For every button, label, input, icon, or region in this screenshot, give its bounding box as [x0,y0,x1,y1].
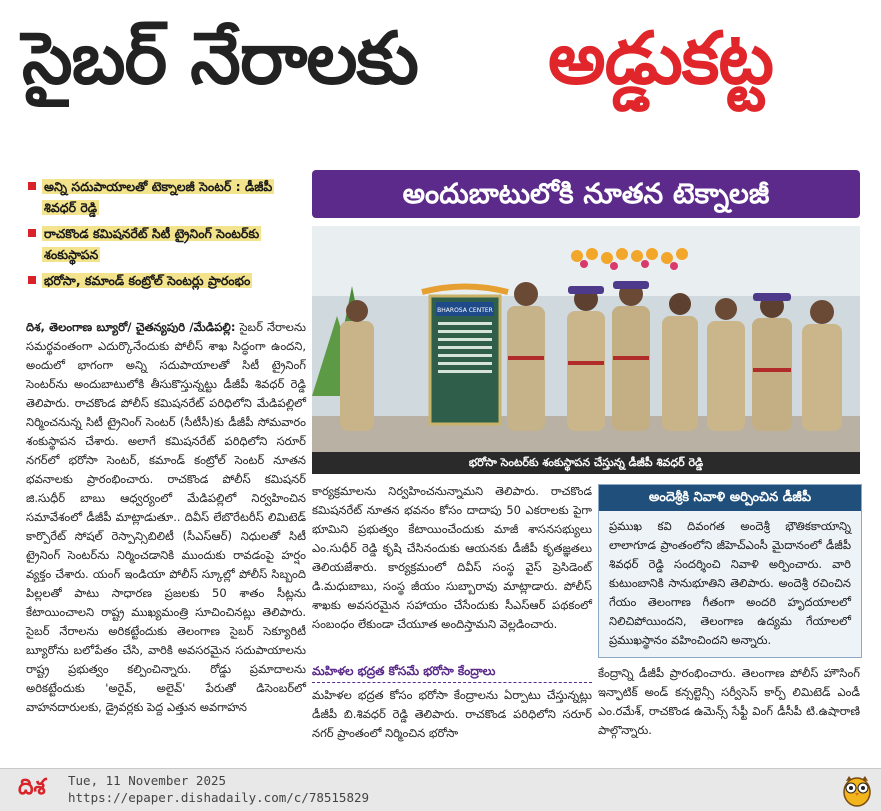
subhead-banner: అందుబాటులోకి నూతన టెక్నాలజీ [312,170,860,218]
sidebar-text: ప్రముఖ కవి దివంగత అందెశ్రీ భౌతికకాయాన్ని లాలాగూడ ప్రాంతంలోని జీహెచ్‌ఎంసీ మైదానంలో డీజీపీ శివధర్ రెడ్డి సందర్శించి నివాళి అర్పించారు. వారి కుటుంబానికి సానుభూతిని తెలిపారు. అందెశ్రీ రచించిన గేయం తెలంగాణ గీతంగా అందరి హృదయాలలో నిలిచిపోయిందని, తెలంగాణ ఉద్యమ గేయాలలో ప్రముఖస్థానం వహించిందని అన్నారు. [609,519,851,647]
disha-logo[interactable] [8,773,58,807]
sidebar-title: అందెశ్రీకి నివాళి అర్పించిన డీజీపీ [599,485,861,511]
bullet-item: అన్ని సదుపాయాలతో టెక్నాలజీ సెంటర్ : డీజీపీ శివధర్ రెడ్డి [26,176,306,218]
headline-part1: సైబర్ నేరాలకు [22,16,418,100]
article-text: సైబర్ నేరాలను సమర్థవంతంగా ఎదుర్కొనేందుకు పోలీస్ శాఖ సిద్ధంగా ఉందని, అందులో భాగంగా అన్ని సదుపాయాలతో సిటీ ట్రైనింగ్ సెంటర్‌ను అందుబాటులోకి తీసుకొస్తున్నట్టు డీజీపీ శివధర్ రెడ్డి తెలిపారు. రాచకొండ పోలీస్ కమిషనరేట్ పరిధిలోని మేడిపల్లిలో నిర్మించనున్న సిటీ ట్రైనింగ్ సెంటర్ (సీటీసీ)కు డీజీపీ సోమవారం శంకుస్థాపన చేశారు. అలాగే కమిషనరేట్ పరిధిలోని సరూర్ నగర్‌లో భరోసా సెంటర్, కమాండ్ కంట్రోల్ సెంటర్ నూతన భవనాలకు ప్రారంభించారు. రాచకొండ పోలీస్ కమిషనర్ జి.సుధీర్ బాబు ఆధ్వర్యంలో మేడిపల్లిలో నిర్వహించిన సమావేశంలో డీజీపీ మాట్లాడుతూ.. దివీస్ లేబొరేటరీస్ లిమిటెడ్ కార్పొరేట్ సోషల్ రెస్పాన్సిబిలిటీ (సీఎస్‌ఆర్) నిధులతో సిటీ ట్రైనింగ్ సెంటర్‌ను నిర్మించడానికి ముందుకు రావడంపై హర్షం వ్యక్తం చేశారు. యంగ్ ఇండియా పోలీస్ స్కూల్లో పోలీస్ సిబ్బంది పిల్లలతో పాటు సాధారణ ప్రజలకు 50 శాతం సీట్లను కేటాయించాలని రాష్ట్ర ముఖ్యమంత్రి సూచించినట్లు తెలిపారు. సైబర్ నేరాలను అరికట్టేందుకు తెలంగాణ సైబర్ సెక్యూరిటీ బ్యూరోను బలోపేతం చేసి, వారికి అవసరమైన సదుపాయాలను రాష్ట్ర ప్రభుత్వం కల్పించిన్నారు. రోడ్డు ప్రమాదాలను అరికట్టేందుకు 'అరైవ్, అలైవ్' పేరుతో డిసెంబర్‌లో వాహనదారులకు, డ్రైవర్లకు పెద్ద ఎత్తున అవగాహన [26,320,306,714]
photo-caption: భరోసా సెంటర్‌కు శంకుస్థాపన చేస్తున్న డీజీపీ శివధర్ రెడ్డి [312,452,860,474]
article-column-2b: మహిళల భద్రత కోసం భరోసా కేంద్రాలను ఏర్పాటు చేస్తున్నట్లు డీజీపీ బి.శివధర్ రెడ్డి తెలిపారు. రాచకొండ పరిధిలోని సరూర్ నగర్ ప్రాంతంలో నిర్మించిన భరోసా [312,688,592,740]
article-column-1 [26,318,306,717]
footer-url[interactable]: https://epaper.dishadaily.com/c/78515829 [68,790,370,805]
bullet-item: భరోసా, కమాండ్ కంట్రోల్ సెంటర్లు ప్రారంభం [26,270,306,291]
footer [0,768,881,811]
logo-text: దిశ [18,775,46,800]
footer-date: Tue, 11 November 2025 [68,773,227,788]
plaque-title: BHAROSA CENTER [437,307,493,314]
article-column-3: కేంద్రాన్ని డీజీపీ ప్రారంభించారు. తెలంగాణ పోలీస్ హౌసింగ్ ఇన్ఫాటిక్ అండ్ కన్సల్టెన్సీ సర్వీసెస్ కార్ప్ లిమిటెడ్ ఎండీ ఎం.రమేశ్, రాచకొండ ఉమెన్స్ సేఫ్టీ వింగ్ డీసీపీ టి.ఉషారాణి పాల్గొన్నారు. [598,666,860,737]
dateline: దిశ, తెలంగాణ బ్యూరో/ చైతన్యపురి /మేడిపల్లి: [26,320,236,334]
subheading-women-safety: మహిళల భద్రత కోసమే భరోసా కేంద్రాలు [312,660,592,683]
sidebar-box [598,484,862,658]
headline [0,4,881,164]
headline-part2: అడ్డుకట్ట [548,16,773,100]
highlight-bullets [26,176,306,296]
news-photo-illustration [312,226,860,452]
bullet-item: రాచకొండ కమిషనరేట్ సిటీ ట్రైనింగ్ సెంటర్‌కు శంకుస్థాపన [26,223,306,265]
news-photo [312,226,860,452]
owl-icon[interactable] [840,773,874,807]
article-column-2: కార్యక్రమాలను నిర్వహించనున్నామని తెలిపారు. రాచకొండ కమిషనరేట్ నూతన భవనం కోసం దాదాపు 50 ఎకరాలకు పైగా భూమిని ప్రభుత్వం కేటాయించేందుకు మాజీ శాసనసభ్యులు ఎం.సుధీర్ రెడ్డి కృషి చేసినందుకు ఆయనకు డీజీపీ కృతజ్ఞతలు తెలియజేశారు. కార్యక్రమంలో దివీస్ సంస్థ వైస్ ప్రెసిడెంట్ డి.మధుబాబు, సంస్థ జీయం సుబ్బారావు మాట్లాడారు. పోలీస్ శాఖకు అవసరమైన సహాయం చేసేందుకు సీఎస్‌ఆర్ పథకంలో సంబంధం లేకుండా చేయూత అందిస్తామని వెల్లడించారు. [312,484,592,631]
